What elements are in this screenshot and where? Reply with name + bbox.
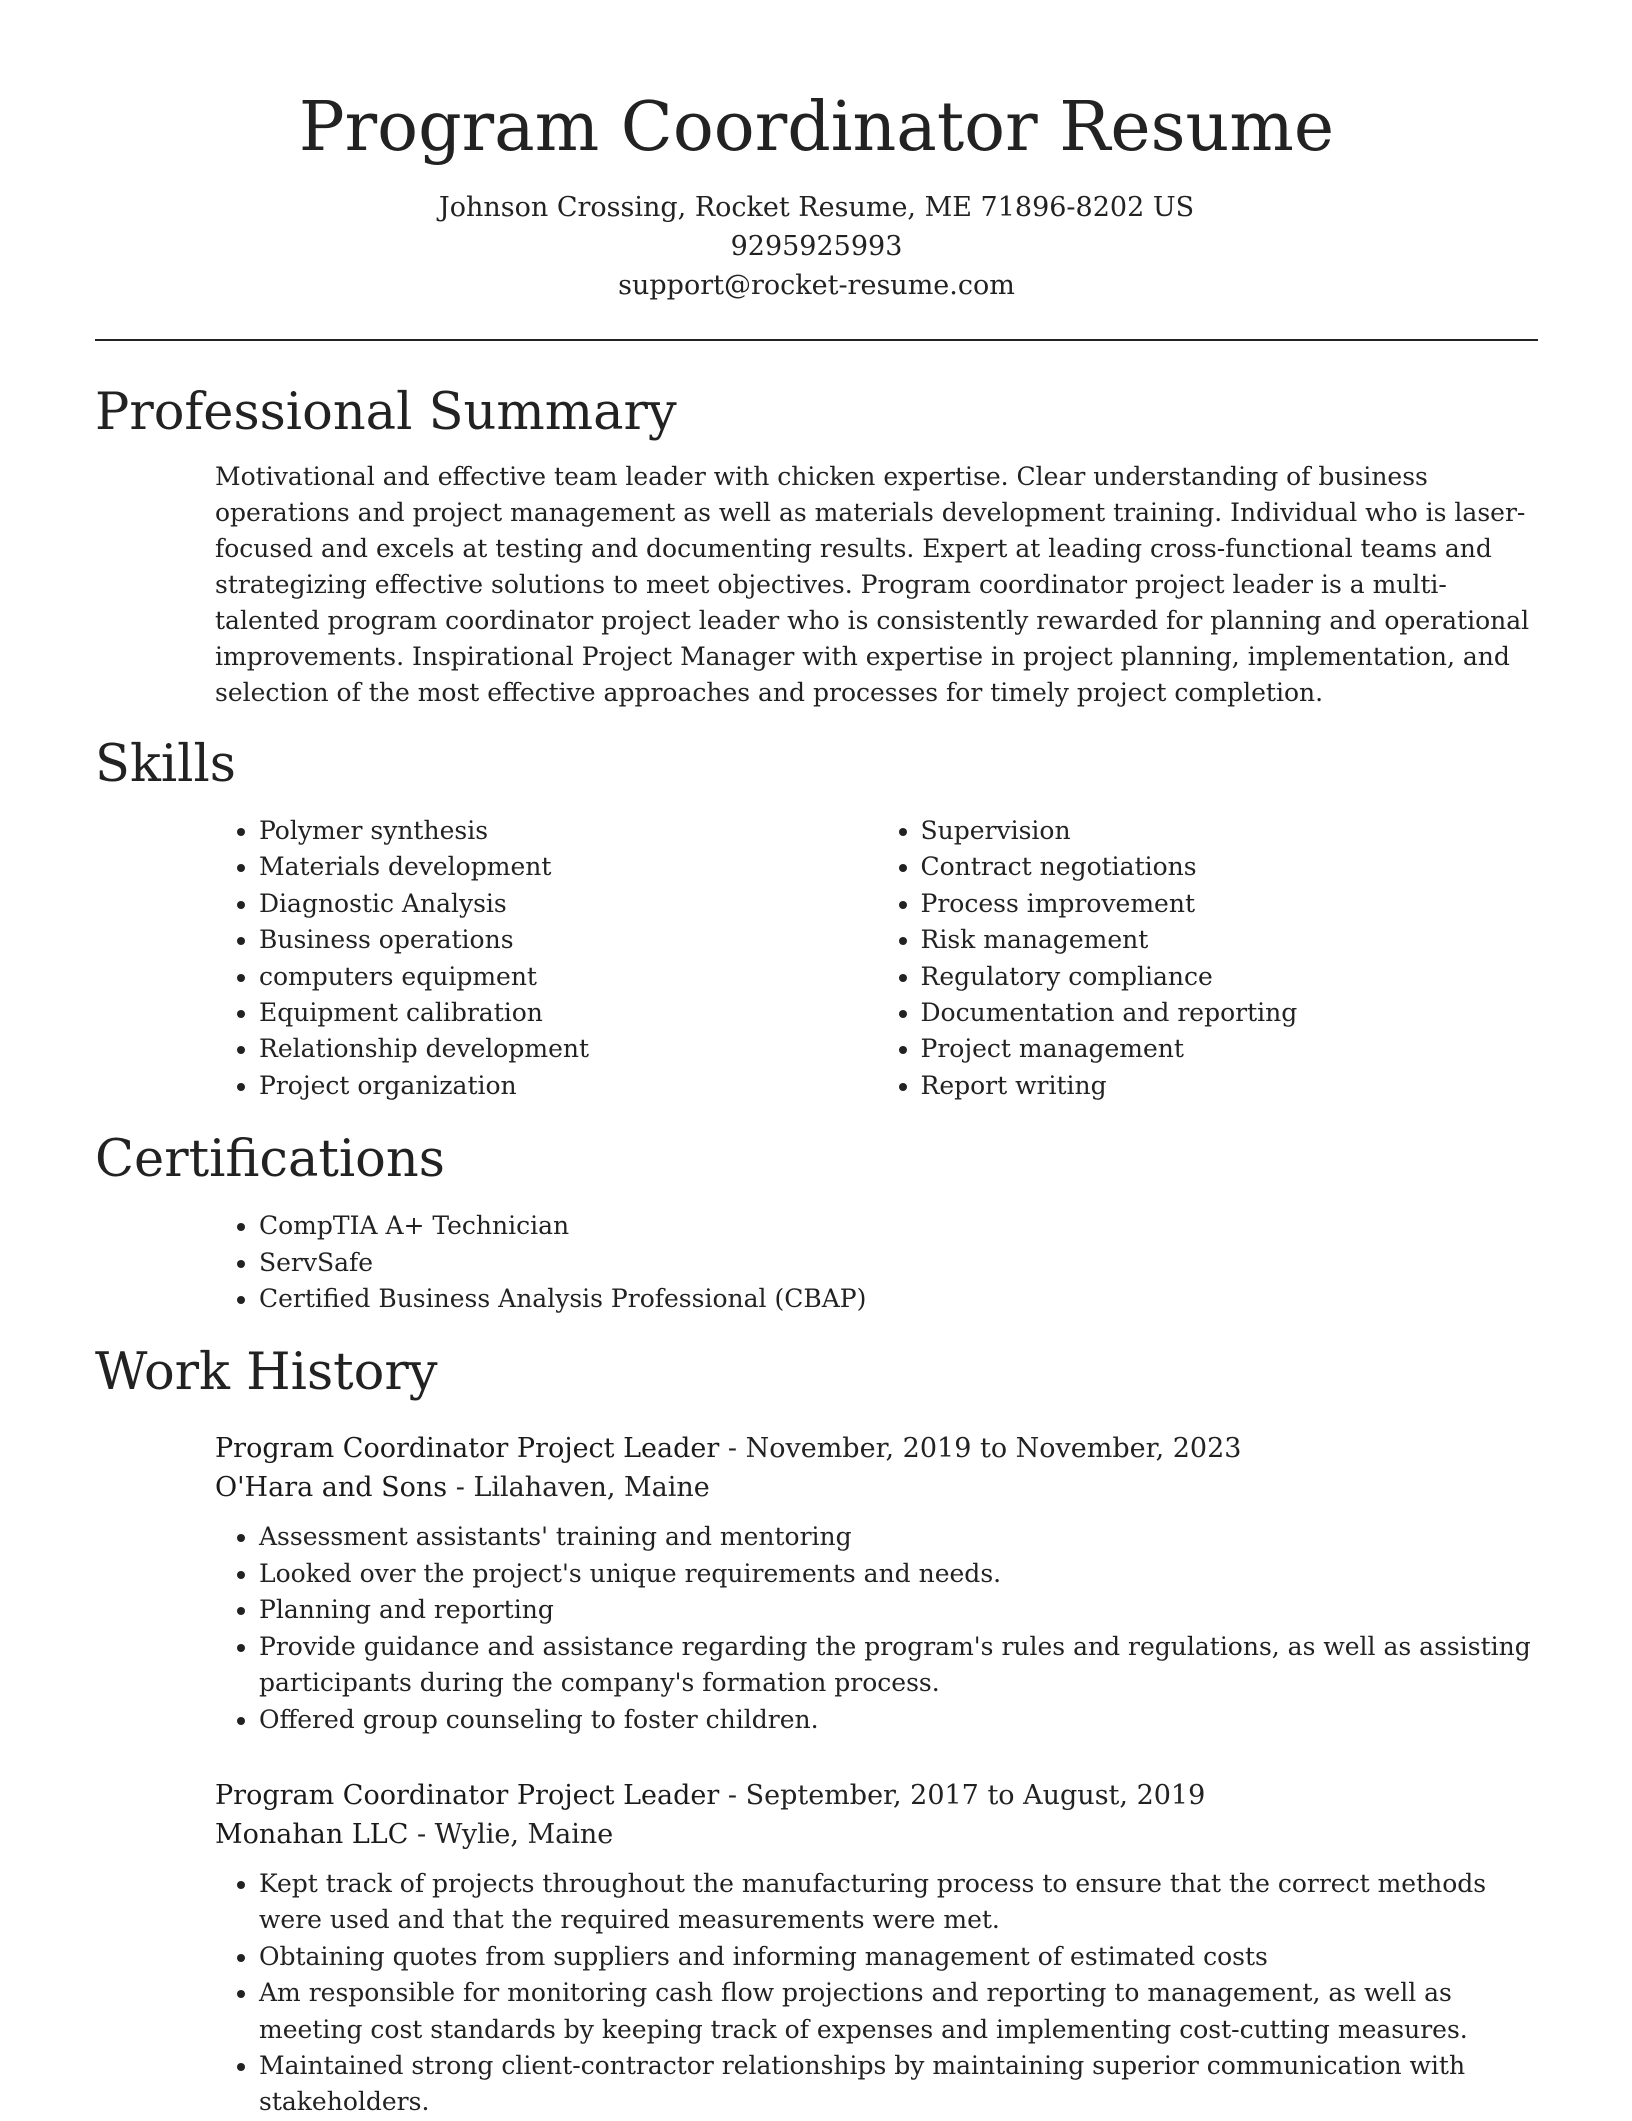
job-company: Monahan LLC bbox=[215, 1818, 409, 1850]
skill-item: • Regulatory compliance bbox=[921, 959, 1539, 995]
skill-item: • Contract negotiations bbox=[921, 849, 1539, 885]
job-title-line: Program Coordinator Project Leader - September, 2017 to August, 2019 bbox=[215, 1779, 1206, 1811]
job-bullet: • Planning and reporting bbox=[259, 1592, 1538, 1628]
job-bullet: • Maintained strong client-contractor relationships by maintaining superior communication with stakeholders. bbox=[259, 2048, 1538, 2121]
certification-item: • CompTIA A+ Technician bbox=[259, 1208, 1538, 1244]
job-bullet: • Looked over the project's unique requirements and needs. bbox=[259, 1556, 1538, 1592]
certifications-section bbox=[95, 1130, 1538, 1317]
skill-item: • Process improvement bbox=[921, 886, 1539, 922]
job-entry bbox=[215, 1429, 1538, 1737]
job-bullet: • Offered group counseling to foster children. bbox=[259, 1702, 1538, 1738]
job-company-line: O'Hara and Sons - Lilahaven, Maine bbox=[215, 1472, 710, 1504]
skill-item: • Project organization bbox=[259, 1068, 877, 1104]
skills-section bbox=[95, 735, 1538, 1104]
skills-list-right bbox=[877, 813, 1539, 1104]
contact-phone: 9295925993 bbox=[730, 231, 903, 262]
skill-item: • Project management bbox=[921, 1031, 1539, 1067]
certifications-heading: Certifications bbox=[95, 1130, 445, 1190]
skill-item: • computers equipment bbox=[259, 959, 877, 995]
contact-email: support@rocket-resume.com bbox=[618, 270, 1015, 301]
job-dates: November, 2019 to November, 2023 bbox=[745, 1433, 1242, 1465]
skill-item: • Business operations bbox=[259, 922, 877, 958]
job-bullets bbox=[215, 1519, 1538, 1737]
work-history-section bbox=[95, 1343, 1538, 2120]
job-bullet: • Provide guidance and assistance regarding the program's rules and regulations, as well as assisting participants during the company's formation process. bbox=[259, 1629, 1538, 1702]
job-bullet: • Obtaining quotes from suppliers and informing management of estimated costs bbox=[259, 1939, 1538, 1975]
job-entry bbox=[215, 1776, 1538, 2121]
skill-item: • Supervision bbox=[921, 813, 1539, 849]
job-bullets bbox=[215, 1866, 1538, 2121]
summary-text: Motivational and effective team leader with chicken expertise. Clear understanding of business operations and project management as well as materials development training. Individual who is laser-focused and excels at testing and documenting results. Expert at leading cross-functional teams and strategizing effective solutions to meet objectives. Program coordinator project leader is a multi-talented program coordinator project leader who is consistently rewarded for planning and operational improvements. Inspirational Project Manager with expertise in project planning, implementation, and selection of the most effective approaches and processes for timely project completion. bbox=[215, 462, 1530, 707]
skill-item: • Equipment calibration bbox=[259, 995, 877, 1031]
skill-item: • Report writing bbox=[921, 1068, 1539, 1104]
job-dates: September, 2017 to August, 2019 bbox=[745, 1779, 1206, 1811]
summary-section bbox=[95, 383, 1538, 711]
skill-item: • Risk management bbox=[921, 922, 1539, 958]
skill-item: • Materials development bbox=[259, 849, 877, 885]
skills-list-left bbox=[215, 813, 877, 1104]
work-history-heading: Work History bbox=[95, 1343, 438, 1403]
job-location: Wylie, Maine bbox=[434, 1818, 614, 1850]
job-bullet: • Kept track of projects throughout the manufacturing process to ensure that the correct methods were used and that the required measurements were met. bbox=[259, 1866, 1538, 1939]
job-title: Program Coordinator Project Leader bbox=[215, 1433, 720, 1465]
skill-item: • Documentation and reporting bbox=[921, 995, 1539, 1031]
job-location: Lilahaven, Maine bbox=[473, 1472, 710, 1504]
skills-heading: Skills bbox=[95, 735, 236, 794]
skill-item: • Relationship development bbox=[259, 1031, 877, 1067]
skills-columns bbox=[215, 813, 1538, 1104]
contact-address: Johnson Crossing, Rocket Resume, ME 71896-8202 US bbox=[438, 192, 1195, 223]
skill-item: • Diagnostic Analysis bbox=[259, 886, 877, 922]
certifications-list bbox=[215, 1208, 1538, 1317]
skill-item: • Polymer synthesis bbox=[259, 813, 877, 849]
job-company: O'Hara and Sons bbox=[215, 1472, 448, 1504]
page-title: Program Coordinator Resume bbox=[298, 88, 1335, 167]
header-divider bbox=[95, 339, 1538, 341]
summary-heading: Professional Summary bbox=[95, 383, 677, 442]
resume-page bbox=[95, 0, 1538, 2121]
contact-block bbox=[95, 188, 1538, 305]
job-bullet: • Assessment assistants' training and mentoring bbox=[259, 1519, 1538, 1555]
job-title: Program Coordinator Project Leader bbox=[215, 1779, 720, 1811]
certification-item: • Certified Business Analysis Professional (CBAP) bbox=[259, 1281, 1538, 1317]
job-title-line: Program Coordinator Project Leader - November, 2019 to November, 2023 bbox=[215, 1433, 1242, 1465]
certification-item: • ServSafe bbox=[259, 1245, 1538, 1281]
job-company-line: Monahan LLC - Wylie, Maine bbox=[215, 1818, 614, 1850]
job-bullet: • Am responsible for monitoring cash flow projections and reporting to management, as well as meeting cost standards by keeping track of expenses and implementing cost-cutting measures. bbox=[259, 1975, 1538, 2048]
